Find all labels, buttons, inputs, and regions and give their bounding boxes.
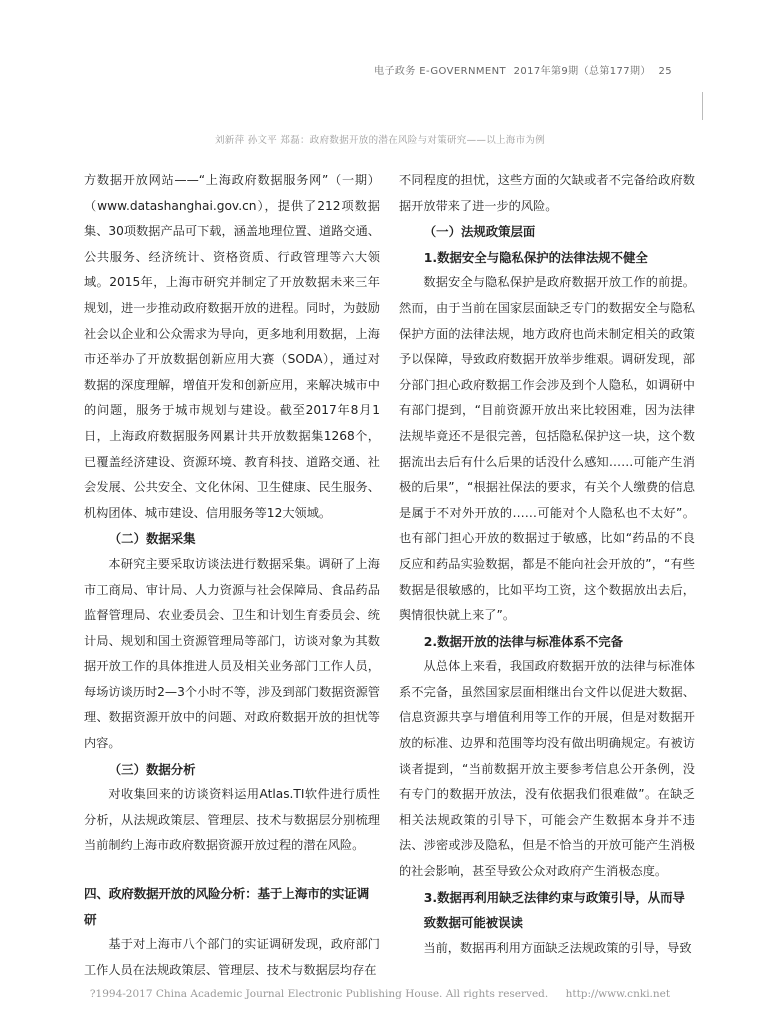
section-heading-data-analysis: （三）数据分析: [108, 761, 196, 777]
spacer: [84, 859, 380, 881]
copyright-footer: [0, 988, 760, 1000]
article-running-title: 刘新萍 孙文平 郑磊：政府数据开放的潜在风险与对策研究——以上海市为例: [214, 135, 546, 146]
paragraph: 不同程度的担忧，这些方面的欠缺或者不完备给政府数据开放带来了进一步的风险。: [399, 173, 695, 213]
paragraph: 对收集回来的访谈资料运用Atlas.TI软件进行质性分析，从法规政策层、管理层、技术与数据层分别梳理当前制约上海市政府数据资源开放过程的潜在风险。: [84, 787, 380, 853]
right-column: [399, 168, 695, 961]
header-divider: [702, 92, 703, 120]
paragraph: 数据安全与隐私保护是政府数据开放工作的前提。然而，由于当前在国家层面缺乏专门的数据安全与隐私保护方面的法律法规，地方政府也尚未制定相关的政策予以保障，导致政府数据开放举步维艰。调研发现，部分部门担心政府数据工作会涉及到个人隐私，如调研中有部门提到，“目前资源开放出来比较困难，因为法律法规毕竟还不是很完善，包括隐私保护这一块，这个数据流出去后有什么后果的话没什么感知……可能产生消极的后果”，“根据社保法的要求，有关个人缴费的信息是属于不对外开放的……可能对个人隐私也不太好”。也有部门担心开放的数据过于敏感，比如“药品的不良反应和药品实验数据，都是不能向社会开放的”，“有些数据是很敏感的，比如平均工资，这个数据放出去后，舆情很快就上来了”。: [399, 275, 695, 623]
journal-name: 电子政务 E-GOVERNMENT: [374, 66, 506, 77]
section-heading-risk-analysis: 四、政府数据开放的风险分析：基于上海市的实证调研: [84, 886, 370, 927]
subsection-heading-3: 3.数据再利用缺乏法律约束与政策引导，从而导致数据可能被误读: [423, 889, 685, 931]
paragraph: 从总体上来看，我国政府数据开放的法律与标准体系不完备，虽然国家层面相继出台文件以促进大数据、信息资源共享与增值利用等工作的开展，但是对数据开放的标准、边界和范围等均没有做出明确规定。有被访谈者提到，“当前数据开放主要参考信息公开条例，没有专门的数据开放法，没有依据我们很难做”。在缺乏相关法规政策的引导下，可能会产生数据本身并不违法、涉密或涉及隐私，但是不恰当的开放可能产生消极的社会影响，甚至导致公众对政府产生消极态度。: [399, 659, 695, 879]
section-heading-data-collection: （二）数据采集: [108, 531, 196, 547]
subsection-heading-1: 1.数据安全与隐私保护的法律法规不健全: [423, 249, 648, 265]
copyright-text: ?1994-2017 China Academic Journal Electronic Publishing House. All rights reserved.: [89, 988, 549, 1000]
section-heading-policy-level: （一）法规政策层面: [423, 224, 536, 240]
paragraph: 本研究主要采取访谈法进行数据采集。调研了上海市工商局、审计局、人力资源与社会保障局、食品药品监督管理局、农业委员会、卫生和计划生育委员会、统计局、规划和国土资源管理局等部门，访谈对象为其数据开放工作的具体推进人员及相关业务部门工作人员，每场访谈历时2—3个小时不等，涉及到部门数据资源管理、数据资源开放中的问题、对政府数据开放的担忧等内容。: [84, 556, 380, 751]
left-column: [84, 168, 380, 983]
paragraph: 当前，数据再利用方面缺乏法规政策的引导，导致: [423, 940, 692, 955]
paragraph: 方数据开放网站——“上海政府数据服务网”（一期）（www.datashanghai.gov.cn），提供了212项数据集、30项数据产品可下载，涵盖地理位置、道路交通、公共服务、经济统计、资格资质、行政管理等六大领域。2015年，上海市研究并制定了开放数据未来三年规划，进一步推动政府数据开放的进程。同时，为鼓励社会以企业和公众需求为导向，更多地利用数据，上海市还举办了开放数据创新应用大赛（SODA），通过对数据的深度理解，增值开发和创新应用，来解决城市中的问题，服务于城市规划与建设。截至2017年8月1日，上海政府数据服务网累计共开放数据集1268个，已覆盖经济建设、资源环境、教育科技、道路交通、社会发展、公共安全、文化休闲、卫生健康、民生服务、机构团体、城市建设、信用服务等12大领域。: [84, 173, 380, 520]
paragraph: 基于对上海市八个部门的实证调研发现，政府部门工作人员在法规政策层、管理层、技术与数据层均存在: [84, 937, 380, 977]
subsection-heading-2: 2.数据开放的法律与标准体系不完备: [423, 633, 623, 649]
running-header: [370, 62, 672, 77]
cnki-link[interactable]: http://www.cnki.net: [565, 988, 671, 1000]
issue-info: 2017年第9期（总第177期）: [513, 66, 651, 77]
page-number: 25: [658, 66, 672, 77]
